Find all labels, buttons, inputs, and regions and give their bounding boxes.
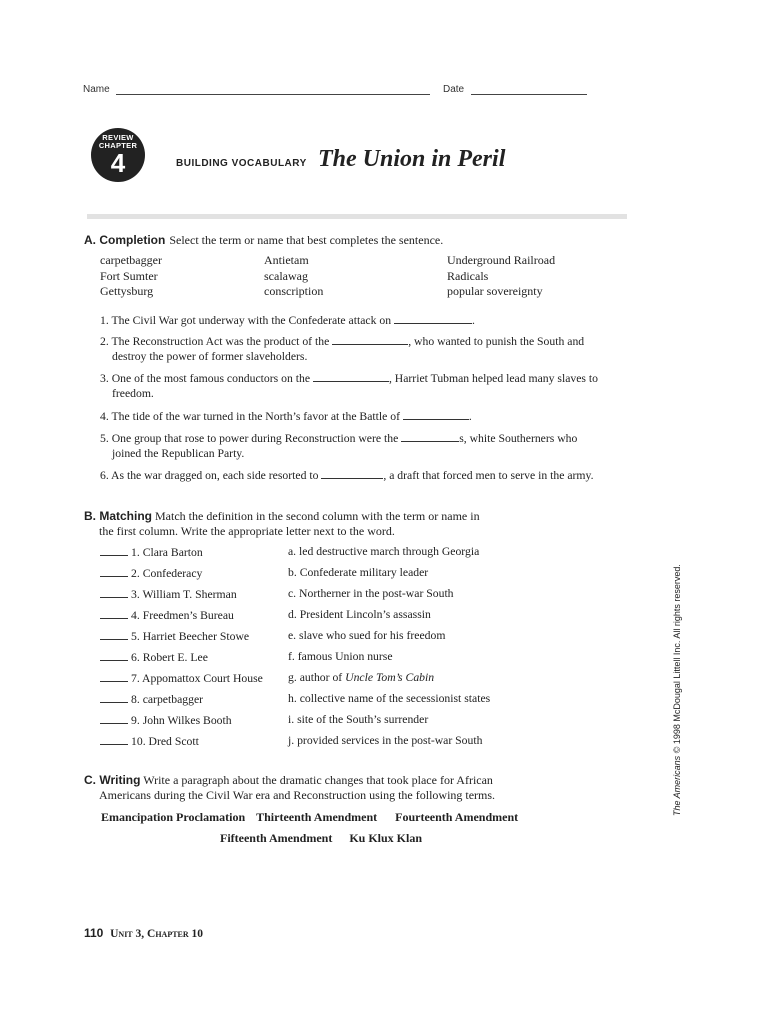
matching-item xyxy=(100,692,263,713)
copyright-text: © 1998 McDougal Littell Inc. All rights reserved. xyxy=(672,564,682,756)
answer-blank[interactable] xyxy=(321,468,383,479)
answer-blank[interactable] xyxy=(100,692,128,703)
matching-item xyxy=(100,713,263,734)
matching-definition xyxy=(288,671,490,692)
section-a-heading xyxy=(84,231,443,249)
term: Underground Railroad xyxy=(447,253,556,267)
answer-blank[interactable] xyxy=(100,713,128,724)
answer-blank[interactable] xyxy=(394,313,472,324)
question-text: , a draft that forced men to serve in the army. xyxy=(383,469,594,482)
question-text: . xyxy=(471,314,475,327)
section-a-label: A. Completion xyxy=(84,233,166,247)
writing-term: Fourteenth Amendment xyxy=(395,810,519,824)
section-b-instruction: Match the definition in the second column with the term or name in xyxy=(155,509,480,523)
matching-term: 9. John Wilkes Booth xyxy=(131,714,232,727)
title-rule xyxy=(87,214,627,219)
term: Antietam xyxy=(264,253,309,267)
term: scalawag xyxy=(264,268,308,283)
matching-definition: h. collective name of the secessionist states xyxy=(288,692,491,705)
answer-blank[interactable] xyxy=(332,334,408,345)
question-4 xyxy=(100,409,472,424)
page-number: 110 xyxy=(84,926,104,940)
question-text: , Harriet Tubman helped lead many slaves to xyxy=(388,372,598,385)
matching-term: 7. Appomattox Court House xyxy=(131,672,263,685)
question-text: 5. One group that rose to power during Reconstruction were the xyxy=(100,432,402,445)
matching-definition: a. led destructive march through Georgia xyxy=(288,545,480,558)
matching-definition: e. slave who sued for his freedom xyxy=(288,629,446,642)
question-text: joined the Republican Party. xyxy=(112,447,245,460)
copyright-book-title: The Americans xyxy=(672,755,682,816)
matching-term: 3. William T. Sherman xyxy=(131,588,237,601)
answer-blank[interactable] xyxy=(100,734,128,745)
book-title: Uncle Tom’s Cabin xyxy=(345,671,435,684)
matching-definition: c. Northerner in the post-war South xyxy=(288,587,454,600)
question-5 xyxy=(100,431,577,461)
matching-definition: i. site of the South’s surrender xyxy=(288,713,429,726)
matching-item xyxy=(100,587,263,608)
matching-definition: f. famous Union nurse xyxy=(288,650,393,663)
answer-blank[interactable] xyxy=(100,545,128,556)
question-text: freedom. xyxy=(112,387,154,400)
matching-term: 8. carpetbagger xyxy=(131,693,204,706)
matching-term: 4. Freedmen’s Bureau xyxy=(131,609,234,622)
matching-definition: b. Confederate military leader xyxy=(288,566,429,579)
definition-text: g. author of xyxy=(288,671,346,684)
term: Radicals xyxy=(447,268,489,283)
writing-term: Ku Klux Klan xyxy=(349,831,423,845)
writing-terms-row-1 xyxy=(101,810,518,825)
matching-term: 2. Confederacy xyxy=(131,567,203,580)
date-field[interactable] xyxy=(471,94,587,95)
question-text: 2. The Reconstruction Act was the product of the xyxy=(100,335,333,348)
date-row xyxy=(443,84,587,95)
answer-blank[interactable] xyxy=(100,608,128,619)
section-a-instruction: Select the term or name that best completes the sentence. xyxy=(169,233,444,247)
name-row xyxy=(83,84,430,95)
chapter-badge xyxy=(91,128,145,182)
question-text: destroy the power of former slaveholders. xyxy=(112,350,308,363)
section-b-instruction: the first column. Write the appropriate letter next to the word. xyxy=(99,524,395,538)
badge-chapter: CHAPTER xyxy=(98,141,138,150)
answer-blank[interactable] xyxy=(100,629,128,640)
matching-item xyxy=(100,671,263,692)
terms-col-2 xyxy=(264,253,323,300)
unit-chapter: Unit 3, Chapter 10 xyxy=(110,928,204,940)
matching-item xyxy=(100,545,263,566)
matching-term: 6. Robert E. Lee xyxy=(131,651,208,664)
answer-blank[interactable] xyxy=(100,587,128,598)
writing-term: Emancipation Proclamation xyxy=(101,810,246,824)
term: conscription xyxy=(264,284,324,298)
term: popular sovereignty xyxy=(447,284,543,298)
matching-definition: d. President Lincoln’s assassin xyxy=(288,608,431,621)
matching-item xyxy=(100,566,263,587)
writing-term: Fifteenth Amendment xyxy=(220,831,333,845)
question-1 xyxy=(100,313,475,328)
writing-term: Thirteenth Amendment xyxy=(256,810,378,824)
matching-term: 10. Dred Scott xyxy=(131,735,199,748)
section-c-instruction: Americans during the Civil War era and Reconstruction using the following terms. xyxy=(99,788,496,802)
matching-item xyxy=(100,650,263,671)
badge-review: REVIEW xyxy=(102,133,134,142)
badge-number: 4 xyxy=(110,148,126,178)
section-b-label: B. Matching xyxy=(84,509,152,523)
matching-item xyxy=(100,734,263,755)
question-6 xyxy=(100,468,594,483)
section-c-heading xyxy=(84,773,495,803)
matching-item xyxy=(100,608,263,629)
terms-col-3 xyxy=(447,253,555,300)
date-label: Date xyxy=(443,84,465,95)
question-2 xyxy=(100,334,584,364)
terms-col-1 xyxy=(100,253,162,300)
copyright-notice xyxy=(672,564,682,816)
term: Gettysburg xyxy=(100,284,154,298)
answer-blank[interactable] xyxy=(401,431,459,442)
question-text: . xyxy=(468,410,472,423)
question-3 xyxy=(100,371,598,401)
answer-blank[interactable] xyxy=(100,650,128,661)
matching-right-column xyxy=(288,545,490,755)
page-title: The Union in Peril xyxy=(318,146,506,172)
matching-item xyxy=(100,629,263,650)
question-text: s, white Southerners who xyxy=(459,432,578,445)
section-c-label: C. Writing xyxy=(84,773,141,787)
page-footer xyxy=(84,926,203,940)
matching-definition: j. provided services in the post-war South xyxy=(288,734,483,747)
question-text: 1. The Civil War got underway with the Confederate attack on xyxy=(100,314,394,327)
name-label: Name xyxy=(83,84,110,95)
question-text: , who wanted to punish the South and xyxy=(408,335,585,348)
writing-terms-row-2 xyxy=(220,831,422,846)
answer-blank[interactable] xyxy=(313,371,389,382)
building-vocabulary-label: BUILDING VOCABULARY xyxy=(176,158,307,169)
matching-left-column xyxy=(100,545,263,755)
section-b-heading xyxy=(84,509,480,539)
question-text: 3. One of the most famous conductors on the xyxy=(100,372,313,385)
term: Fort Sumter xyxy=(100,268,158,283)
matching-term: 1. Clara Barton xyxy=(131,546,203,559)
question-text: 6. As the war dragged on, each side resorted to xyxy=(100,469,322,482)
question-text: 4. The tide of the war turned in the North’s favor at the Battle of xyxy=(100,410,403,423)
answer-blank[interactable] xyxy=(100,566,128,577)
section-c-instruction: Write a paragraph about the dramatic changes that took place for African xyxy=(143,773,493,787)
answer-blank[interactable] xyxy=(100,671,128,682)
term: carpetbagger xyxy=(100,253,162,267)
name-field[interactable] xyxy=(116,94,430,95)
matching-term: 5. Harriet Beecher Stowe xyxy=(131,630,250,643)
answer-blank[interactable] xyxy=(403,409,469,420)
